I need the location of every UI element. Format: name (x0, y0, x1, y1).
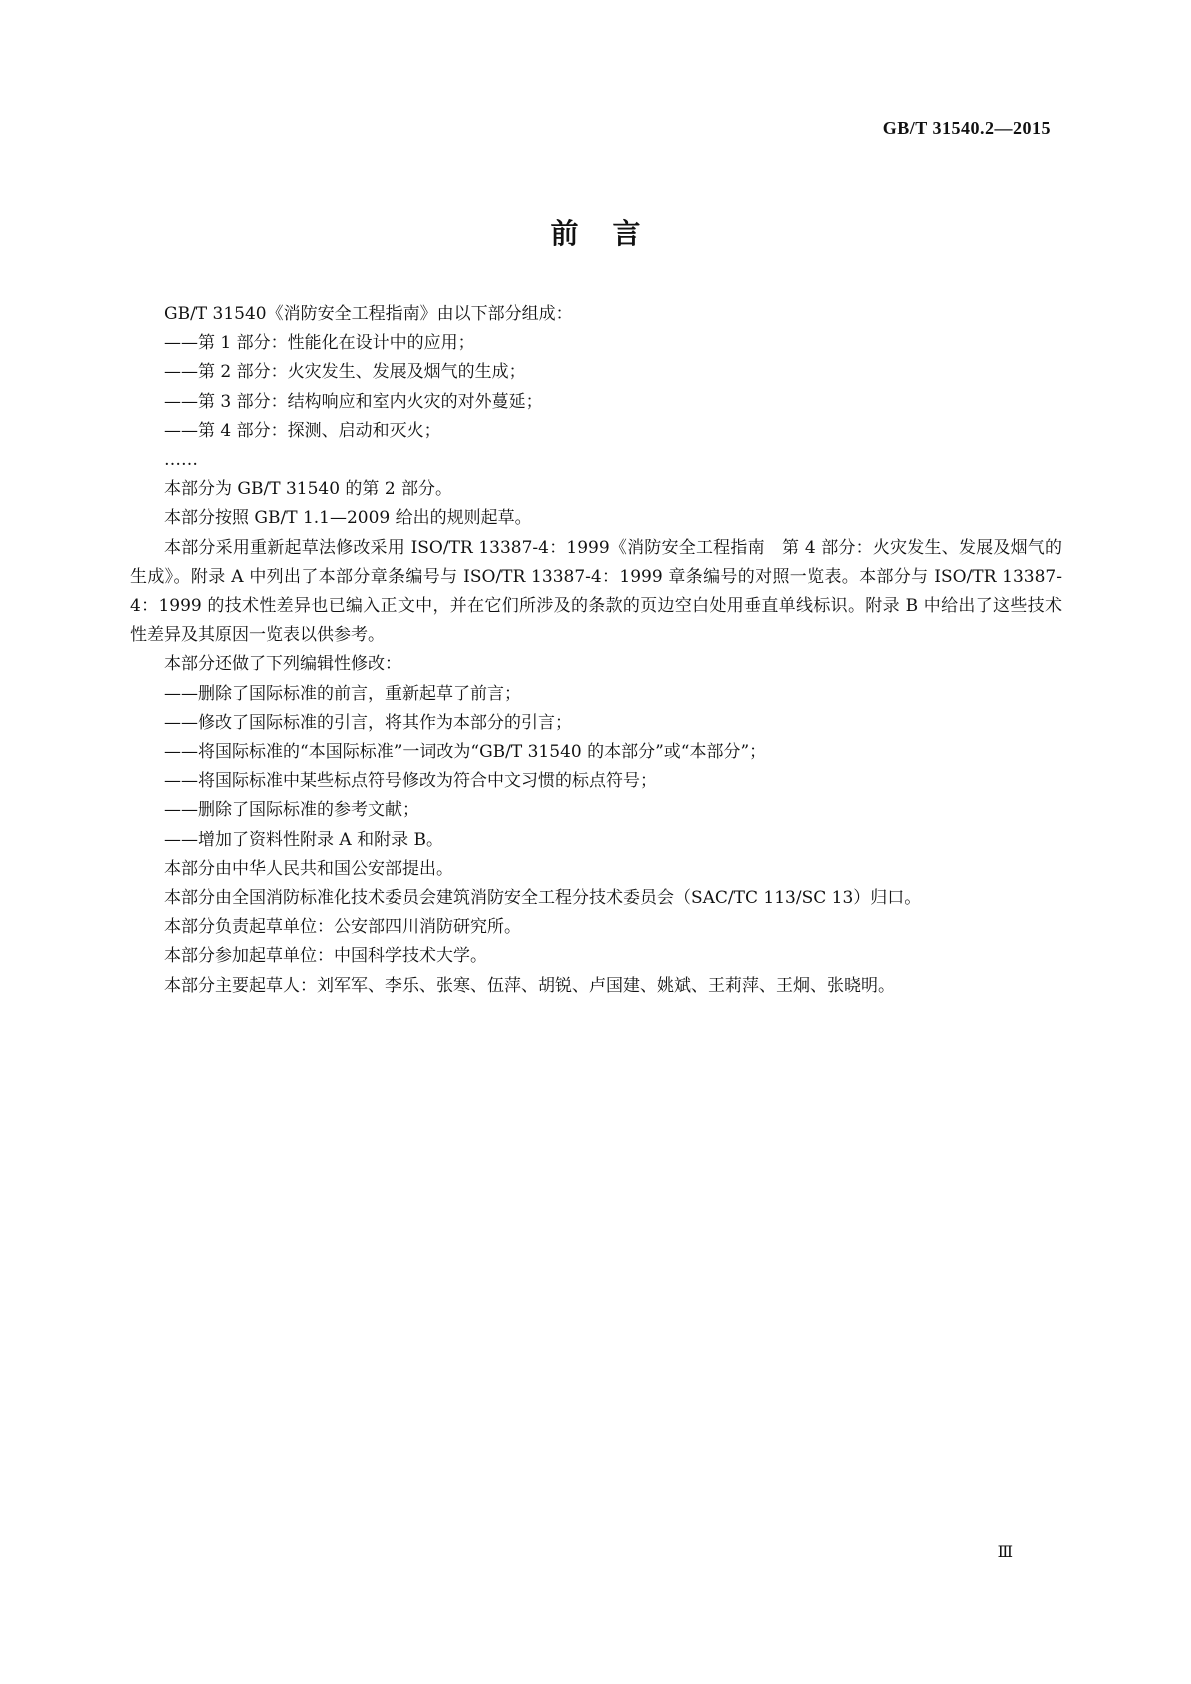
paragraph-drafters: 本部分主要起草人：刘军军、李乐、张寒、伍萍、胡锐、卢国建、姚斌、王莉萍、王炯、张晓明。 (164, 975, 895, 996)
list-item-edit-2: ——修改了国际标准的引言，将其作为本部分的引言； (164, 712, 572, 733)
paragraph-proposer: 本部分由中华人民共和国公安部提出。 (164, 858, 453, 879)
list-item-edit-3: ——将国际标准的“本国际标准”一词改为“GB/T 31540 的本部分”或“本部分”； (164, 742, 767, 763)
foreword-body (130, 300, 1062, 1001)
paragraph-participating-unit: 本部分参加起草单位：中国科学技术大学。 (164, 946, 487, 967)
list-item-part-4: ——第 4 部分：探测、启动和灭火； (164, 420, 441, 441)
page-number: Ⅲ (997, 1544, 1013, 1561)
list-item-part-2: ——第 2 部分：火灾发生、发展及烟气的生成； (164, 362, 526, 383)
paragraph-committee: 本部分由全国消防标准化技术委员会建筑消防安全工程分技术委员会（SAC/TC 113/SC 13）归口。 (164, 888, 922, 909)
page-title: 前言 (550, 217, 675, 250)
list-item-edit-4: ——将国际标准中某些标点符号修改为符合中文习惯的标点符号； (164, 771, 657, 792)
list-item-edit-5: ——删除了国际标准的参考文献； (164, 800, 419, 821)
paragraph-part-statement: 本部分为 GB/T 31540 的第 2 部分。 (164, 479, 453, 500)
standard-number: GB/T 31540.2—2015 (882, 118, 1051, 138)
ellipsis: …… (164, 450, 198, 471)
list-item-edit-1: ——删除了国际标准的前言，重新起草了前言； (164, 683, 521, 704)
paragraph-drafting-rules: 本部分按照 GB/T 1.1—2009 给出的规则起草。 (164, 508, 532, 529)
list-item-edit-6: ——增加了资料性附录 A 和附录 B。 (164, 829, 443, 850)
paragraph-adoption: 本部分采用重新起草法修改采用 ISO/TR 13387-4：1999《消防安全工程指南 第 4 部分：火灾发生、发展及烟气的生成》。附录 A 中列出了本部分章条编号与 ISO/TR 13387-4：1999 章条编号的对照一览表。本部分与 ISO/TR 13387-4：1999 的技术性差异也已编入正文中，并在它们所涉及的条款的页边空白处用垂直单线标识。附录 B 中给出了这些技术性差异及其原因一览表以供参考。 (130, 537, 1062, 646)
paragraph-responsible-unit: 本部分负责起草单位：公安部四川消防研究所。 (164, 917, 521, 938)
paragraph-intro: GB/T 31540《消防安全工程指南》由以下部分组成： (164, 304, 573, 324)
paragraph-editorial-intro: 本部分还做了下列编辑性修改： (164, 654, 402, 675)
list-item-part-1: ——第 1 部分：性能化在设计中的应用； (164, 333, 475, 354)
list-item-part-3: ——第 3 部分：结构响应和室内火灾的对外蔓延； (164, 391, 543, 412)
